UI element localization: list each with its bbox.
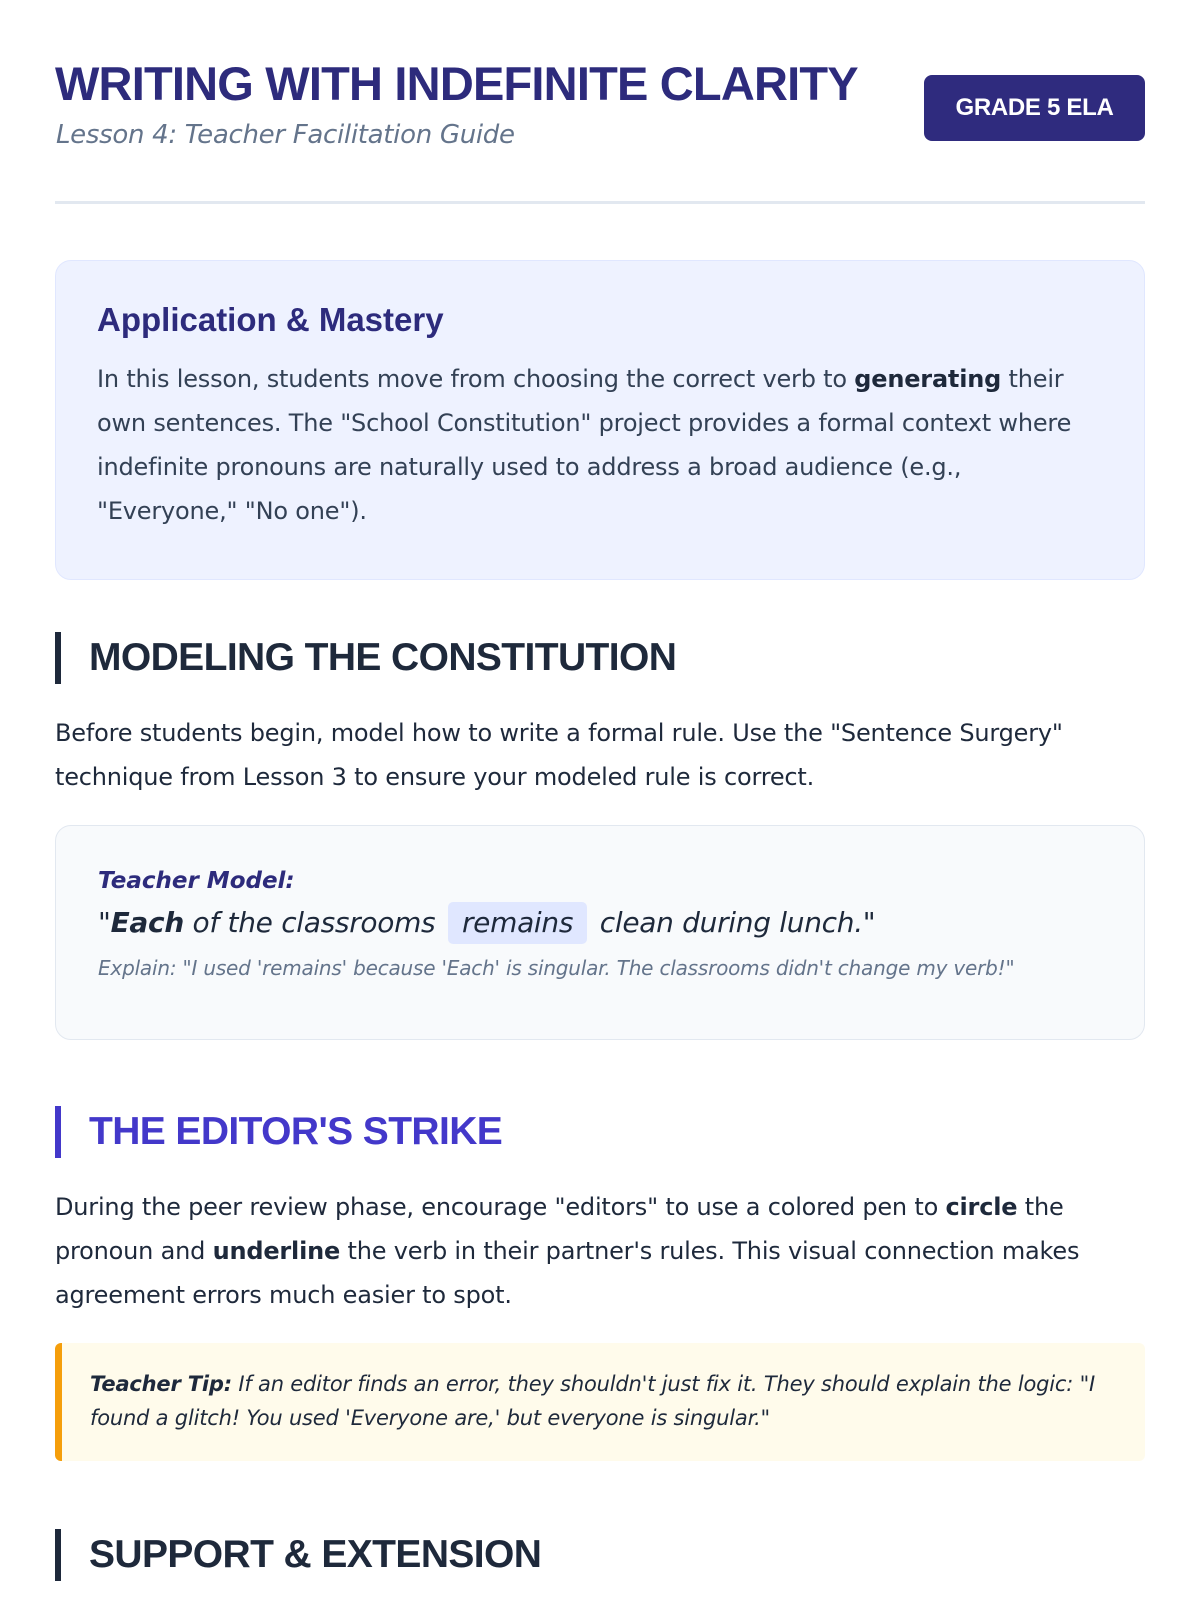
- support-section: [55, 1529, 1145, 1581]
- intro-text: [97, 357, 1104, 533]
- editors-strike-heading: THE EDITOR'S STRIKE: [55, 1106, 1145, 1158]
- model-subject: Each: [110, 906, 184, 939]
- editors-body-circle: circle: [945, 1193, 1018, 1221]
- model-middle: of the classrooms: [183, 906, 444, 939]
- intro-text-bold: generating: [854, 365, 1002, 393]
- teacher-model-label: Teacher Model:: [98, 868, 295, 894]
- intro-text-end: their own sentences. The "School Constitution" project provides a formal context where indefinite pronouns are naturally used to address a broad audience (e.g., "Everyone," "No one").: [97, 365, 1072, 525]
- header-divider: [55, 201, 1145, 204]
- quote-open: ": [98, 906, 111, 939]
- editors-strike-body: [55, 1185, 1145, 1317]
- teacher-model-card: [55, 825, 1145, 1040]
- teacher-tip-callout: [55, 1343, 1145, 1461]
- model-end: clean during lunch.": [591, 906, 876, 939]
- teacher-tip-label: Teacher Tip:: [90, 1372, 232, 1396]
- intro-heading: Application & Mastery: [97, 301, 444, 338]
- page-header: [55, 0, 1145, 205]
- support-heading: SUPPORT & EXTENSION: [55, 1529, 1145, 1581]
- model-verb-highlight: remains: [448, 902, 587, 944]
- editors-strike-section: [55, 1106, 1145, 1461]
- teacher-tip-text: If an editor finds an error, they shouldn't just fix it. They should explain the logic: "I found a glitch! You used 'Everyone are,' but everyone is singular.": [90, 1372, 1096, 1430]
- teacher-model-sentence: [98, 902, 1104, 944]
- grade-badge: GRADE 5 ELA: [924, 75, 1145, 141]
- intro-card: [55, 260, 1145, 580]
- editors-body-part-2: the pronoun and: [55, 1193, 1064, 1265]
- teacher-model-explanation: Explain: "I used 'remains' because 'Each' is singular. The classrooms didn't change my verb!": [98, 956, 1015, 980]
- editors-body-part-3: the verb in their partner's rules. This visual connection makes agreement errors much easier to spot.: [55, 1237, 1080, 1309]
- intro-text-start: In this lesson, students move from choosing the correct verb to: [97, 365, 855, 393]
- editors-body-underline: underline: [212, 1237, 341, 1265]
- modeling-section: [55, 632, 1145, 1040]
- editors-body-part-1: During the peer review phase, encourage "editors" to use a colored pen to: [55, 1193, 946, 1221]
- page-title: WRITING WITH INDEFINITE CLARITY: [55, 57, 858, 110]
- modeling-heading: MODELING THE CONSTITUTION: [55, 632, 1145, 684]
- modeling-body: Before students begin, model how to write a formal rule. Use the "Sentence Surgery" technique from Lesson 3 to ensure your modeled rule is correct.: [55, 719, 1063, 791]
- page-subtitle: Lesson 4: Teacher Facilitation Guide: [56, 120, 515, 150]
